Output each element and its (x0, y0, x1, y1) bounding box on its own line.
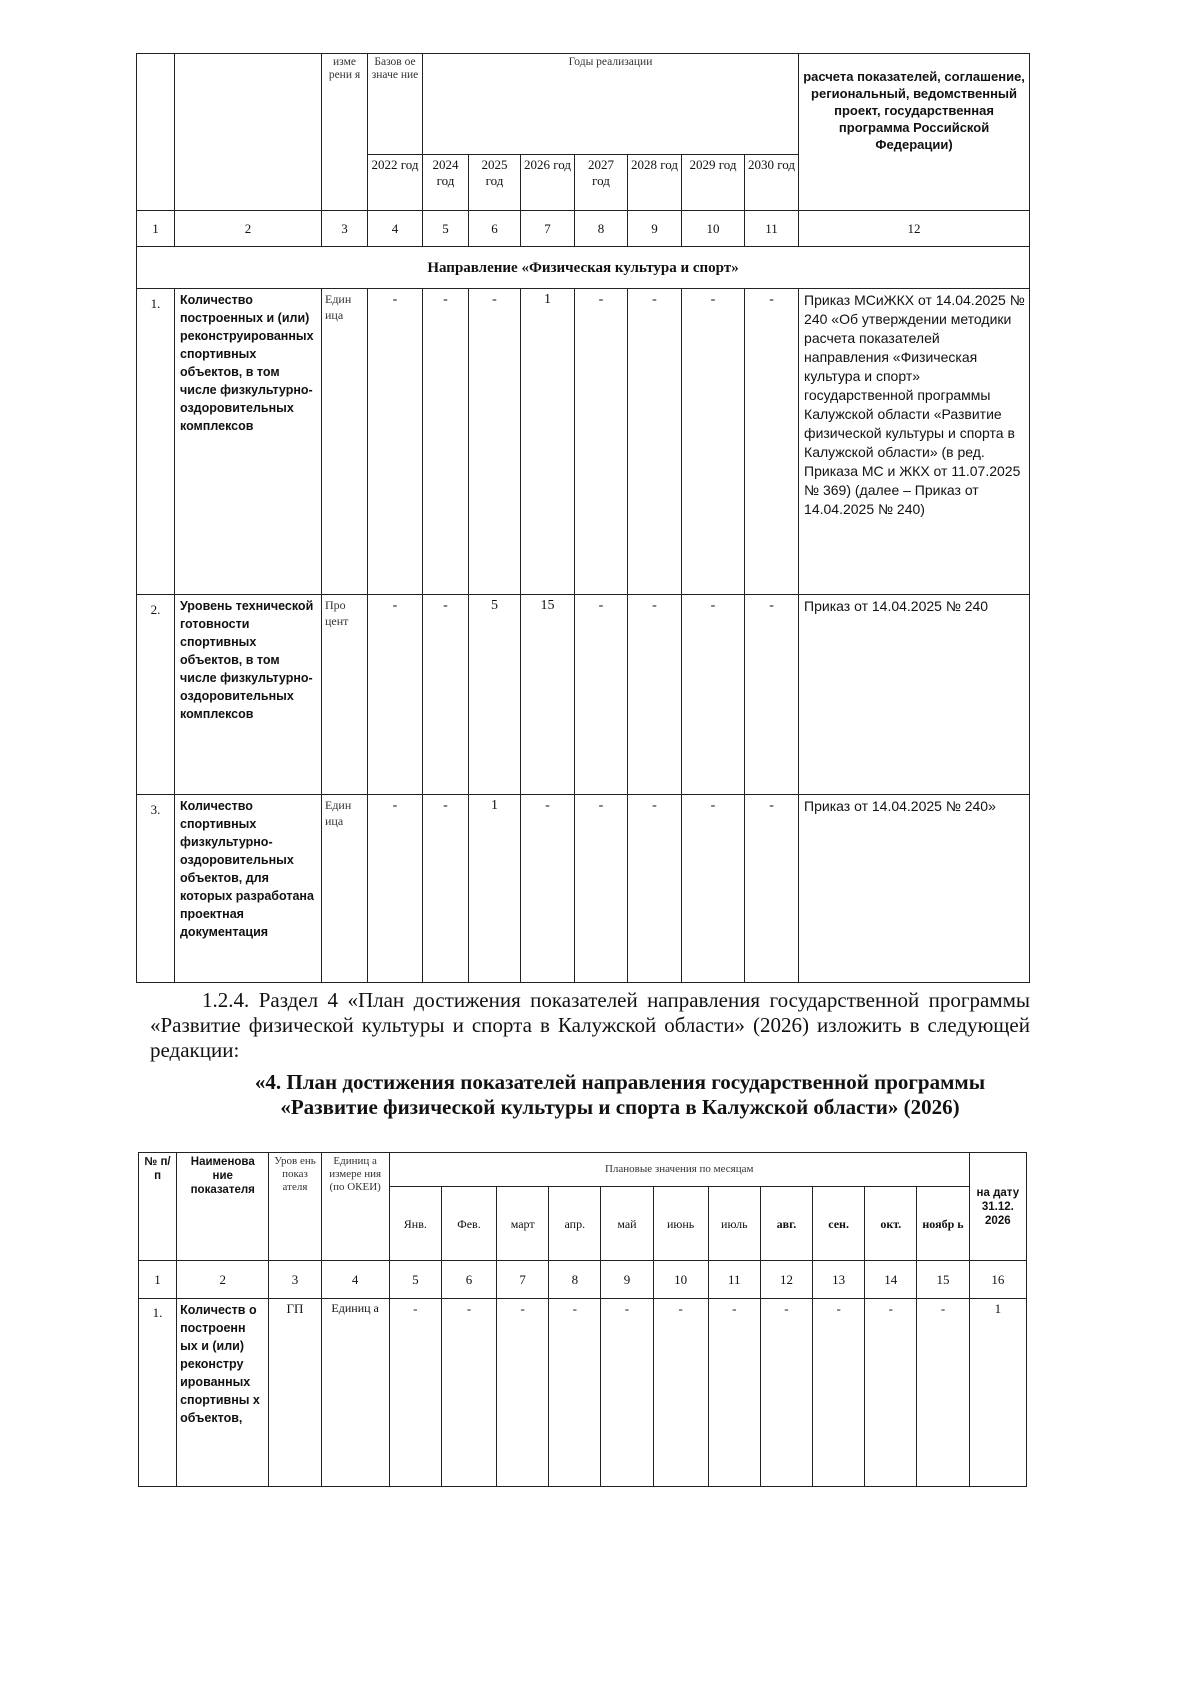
year-cell: 2030 год (745, 155, 799, 211)
value-cell: - (708, 1299, 760, 1487)
column-number: 7 (521, 211, 575, 247)
column-number: 6 (441, 1261, 496, 1299)
column-number: 4 (321, 1261, 389, 1299)
header-unit: Единиц а измере ния (по ОКЕИ) (321, 1153, 389, 1261)
month-cell: Янв. (389, 1187, 441, 1261)
header-source: расчета показателей, соглашение, региональный, ведомственный проект, государственная программа Российской Федерации) (799, 54, 1030, 211)
header-years-label: Годы реализации (423, 54, 799, 155)
column-number: 10 (682, 211, 745, 247)
header-number: № п/п (139, 1153, 177, 1261)
column-number: 6 (469, 211, 521, 247)
value-cell: - (521, 795, 575, 983)
column-number: 16 (969, 1261, 1026, 1299)
table-row (139, 1299, 1027, 1487)
section-heading: «4. План достижения показателей направления государственной программы «Развитие физической культуры и спорта в Калужской области» (2026) (254, 1070, 986, 1119)
value-cell: - (601, 1299, 653, 1487)
value-cell: 15 (521, 595, 575, 795)
value-cell: - (368, 595, 423, 795)
header-name: Наименова ние показателя (177, 1153, 269, 1261)
year-cell: 2026 год (521, 155, 575, 211)
month-cell: ноябр ь (917, 1187, 969, 1261)
value-cell: - (745, 289, 799, 595)
amendment-text: 1.2.4. Раздел 4 «План достижения показателей направления государственной программы «Развитие физической культуры и спорта в Калужской области» (2026) изложить в следующей редакции: (150, 988, 1030, 1062)
column-number: 5 (423, 211, 469, 247)
value-cell: - (549, 1299, 601, 1487)
indicator-source: Приказ от 14.04.2025 № 240 (799, 595, 1030, 795)
row-number: 3. (137, 795, 175, 983)
column-number: 7 (497, 1261, 549, 1299)
row-number: 2. (137, 595, 175, 795)
value-cell: - (423, 289, 469, 595)
indicator-level: ГП (269, 1299, 321, 1487)
column-number: 9 (601, 1261, 653, 1299)
value-cell: - (682, 795, 745, 983)
value-cell: - (575, 289, 628, 595)
value-cell: - (575, 795, 628, 983)
indicator-source: Приказ МСиЖКХ от 14.04.2025 № 240 «Об утверждении методики расчета показателей направления «Физическая культура и спорт» государственной программы Калужской области «Развитие физической культуры и спорта в Калужской области» (в ред. Приказа МС и ЖКХ от 11.07.2025 № 369) (далее – Приказ от 14.04.2025 № 240) (799, 289, 1030, 595)
row-number: 1. (137, 289, 175, 595)
month-cell: апр. (549, 1187, 601, 1261)
date-value-cell: 1 (969, 1299, 1026, 1487)
value-cell: - (441, 1299, 496, 1487)
table-row (137, 289, 1030, 595)
column-number: 11 (708, 1261, 760, 1299)
section-row (137, 247, 1030, 289)
indicator-unit: Един ица (322, 289, 368, 595)
value-cell: - (389, 1299, 441, 1487)
year-cell: 2029 год (682, 155, 745, 211)
value-cell: - (682, 289, 745, 595)
indicator-name: Количество построенных и (или) реконструированных спортивных объектов, в том числе физкультурно-оздоровительных комплексов (175, 289, 322, 595)
column-number: 9 (628, 211, 682, 247)
value-cell: - (813, 1299, 865, 1487)
value-cell: 1 (469, 795, 521, 983)
header-plan: Плановые значения по месяцам (389, 1153, 969, 1187)
header-level: Уров ень показ ателя (269, 1153, 321, 1261)
column-number: 10 (653, 1261, 708, 1299)
amendment-paragraph (150, 988, 1030, 1063)
row-number: 1. (139, 1299, 177, 1487)
indicator-unit: Про цент (322, 595, 368, 795)
value-cell: - (682, 595, 745, 795)
monthly-plan-table (138, 1152, 1027, 1487)
column-number: 2 (175, 211, 322, 247)
value-cell: - (865, 1299, 917, 1487)
value-cell: - (368, 795, 423, 983)
table-header-row (139, 1153, 1027, 1187)
month-cell: июль (708, 1187, 760, 1261)
value-cell: 5 (469, 595, 521, 795)
value-cell: - (760, 1299, 812, 1487)
value-cell: - (917, 1299, 969, 1487)
value-cell: 1 (521, 289, 575, 595)
value-cell: - (628, 595, 682, 795)
indicator-unit: Един ица (322, 795, 368, 983)
indicator-source: Приказ от 14.04.2025 № 240» (799, 795, 1030, 983)
month-cell: окт. (865, 1187, 917, 1261)
value-cell: - (628, 795, 682, 983)
month-cell: сен. (813, 1187, 865, 1261)
column-number: 11 (745, 211, 799, 247)
indicators-table (136, 53, 1030, 983)
table-row (137, 795, 1030, 983)
column-number: 13 (813, 1261, 865, 1299)
value-cell: - (653, 1299, 708, 1487)
column-number: 12 (760, 1261, 812, 1299)
month-cell: июнь (653, 1187, 708, 1261)
value-cell: - (423, 795, 469, 983)
value-cell: - (745, 595, 799, 795)
header-date: на дату 31.12. 2026 (969, 1153, 1026, 1261)
value-cell: - (497, 1299, 549, 1487)
year-cell: 2028 год (628, 155, 682, 211)
header-base-value: Базов ое значе ние (368, 54, 423, 155)
value-cell: - (469, 289, 521, 595)
column-number: 3 (322, 211, 368, 247)
column-number-row (137, 211, 1030, 247)
table-header-row (137, 54, 1030, 155)
value-cell: - (368, 289, 423, 595)
value-cell: - (575, 595, 628, 795)
indicator-name: Уровень технической готовности спортивных объектов, в том числе физкультурно-оздоровительных комплексов (175, 595, 322, 795)
indicator-unit: Единиц а (321, 1299, 389, 1487)
section-title: Направление «Физическая культура и спорт» (137, 247, 1030, 289)
value-cell: - (423, 595, 469, 795)
column-number: 1 (137, 211, 175, 247)
header-unit: изме рени я (322, 54, 368, 211)
year-cell: 2027 год (575, 155, 628, 211)
indicator-name: Количеств о построенн ых и (или) реконстру ированных спортивны х объектов, (177, 1299, 269, 1487)
year-cell: 2025 год (469, 155, 521, 211)
column-number: 15 (917, 1261, 969, 1299)
month-cell: май (601, 1187, 653, 1261)
column-number: 14 (865, 1261, 917, 1299)
year-cell: 2024 год (423, 155, 469, 211)
indicator-name: Количество спортивных физкультурно-оздоровительных объектов, для которых разработана проектная документация (175, 795, 322, 983)
month-cell: март (497, 1187, 549, 1261)
value-cell: - (745, 795, 799, 983)
table-row (137, 595, 1030, 795)
column-number: 12 (799, 211, 1030, 247)
year-cell: 2022 год (368, 155, 423, 211)
month-cell: авг. (760, 1187, 812, 1261)
month-cell: Фев. (441, 1187, 496, 1261)
column-number: 3 (269, 1261, 321, 1299)
column-number: 8 (549, 1261, 601, 1299)
value-cell: - (628, 289, 682, 595)
column-number: 4 (368, 211, 423, 247)
column-number-row (139, 1261, 1027, 1299)
column-number: 8 (575, 211, 628, 247)
column-number: 5 (389, 1261, 441, 1299)
column-number: 1 (139, 1261, 177, 1299)
column-number: 2 (177, 1261, 269, 1299)
